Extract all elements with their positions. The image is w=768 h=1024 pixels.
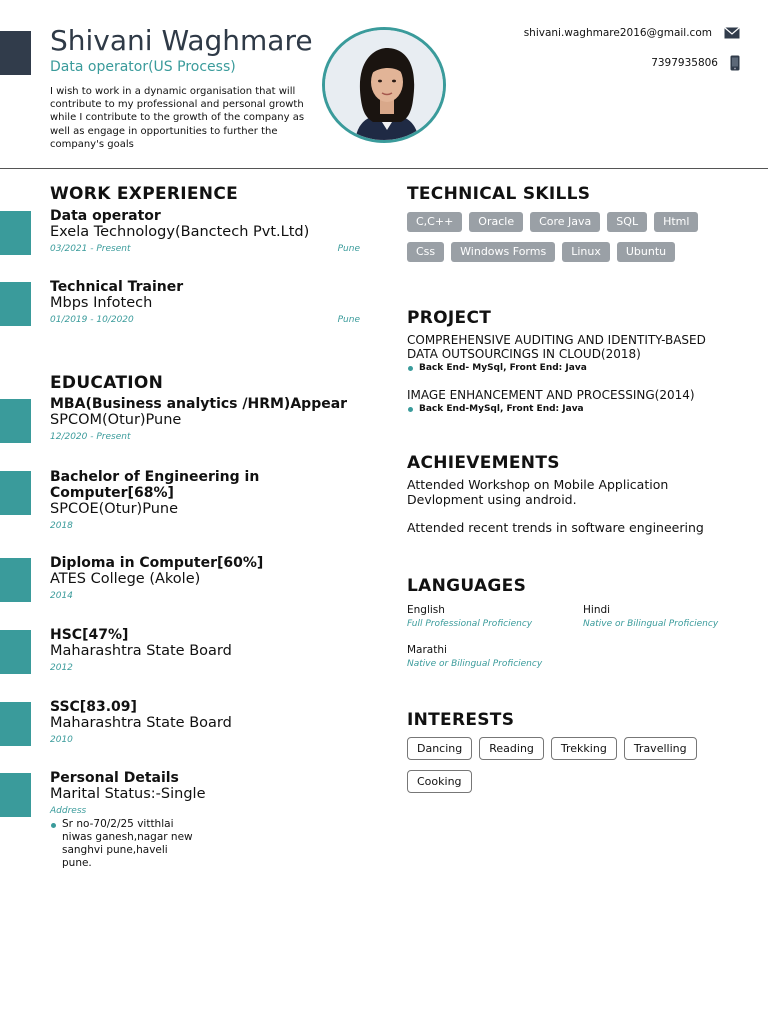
skill-tag: Core Java [530, 212, 600, 232]
skill-tag: C,C++ [407, 212, 462, 232]
education-dates: 2014 [50, 591, 73, 601]
language-item [407, 644, 542, 669]
entry-accent-bar [0, 630, 31, 674]
achievement-item: Attended Workshop on Mobile Application Devlopment using android. [407, 477, 669, 507]
skill-tag: Html [654, 212, 698, 232]
skill-tag: Oracle [469, 212, 523, 232]
education-heading: EDUCATION [50, 373, 164, 393]
entry-accent-bar [0, 471, 31, 515]
candidate-name: Shivani Waghmare [50, 24, 313, 57]
work-location: Pune [337, 244, 360, 254]
interest-tag: Cooking [407, 770, 472, 793]
contact-email[interactable] [524, 27, 740, 39]
languages-heading: LANGUAGES [407, 576, 527, 596]
header-accent-block [0, 31, 31, 75]
skill-tag: Ubuntu [617, 242, 675, 262]
project-heading: PROJECT [407, 308, 492, 328]
project-tech: Back End-MySql, Front End: Java [407, 404, 737, 414]
achievements-heading: ACHIEVEMENTS [407, 453, 560, 473]
education-title: HSC[47%] [50, 627, 129, 643]
education-entry [50, 627, 360, 673]
career-summary: I wish to work in a dynamic organisation that will contribute to my professional and personal growth while I contribute to the growth of the company as well as engage in opportunities to further the company's goals [50, 86, 305, 150]
interest-tag: Travelling [624, 737, 697, 760]
interests-heading: INTERESTS [407, 710, 515, 730]
address-text: Sr no-70/2/25 vitthlai niwas ganesh,nagar new sanghvi pune,haveli pune. [50, 818, 200, 870]
education-entry [50, 699, 360, 745]
skill-tag: SQL [607, 212, 647, 232]
entry-accent-bar [0, 211, 31, 255]
interest-tag: Reading [479, 737, 544, 760]
interest-tag: Dancing [407, 737, 472, 760]
education-entry [50, 469, 280, 531]
contact-phone[interactable] [651, 55, 740, 71]
achievement-item: Attended recent trends in software engineering [407, 520, 704, 535]
skills-list [407, 212, 737, 262]
education-title: MBA(Business analytics /HRM)Appear [50, 396, 348, 412]
language-level: Native or Bilingual Proficiency [583, 619, 719, 629]
work-entry [50, 208, 360, 254]
profile-photo [322, 27, 446, 143]
work-title: Technical Trainer [50, 279, 184, 295]
project-tech: Back End- MySql, Front End: Java [407, 363, 737, 373]
email-text[interactable]: shivani.waghmare2016@gmail.com [523, 27, 712, 39]
project-entry [407, 333, 737, 373]
address-label: Address [50, 806, 87, 816]
job-title: Data operator(US Process) [50, 59, 236, 75]
language-name: Marathi [407, 644, 447, 656]
entry-accent-bar [0, 399, 31, 443]
education-entry [50, 396, 360, 442]
language-level: Full Professional Proficiency [407, 619, 533, 629]
skill-tag: Linux [562, 242, 610, 262]
interest-tag: Trekking [551, 737, 617, 760]
entry-accent-bar [0, 773, 31, 817]
education-dates: 2010 [50, 735, 73, 745]
education-title: SSC[83.09] [50, 699, 137, 715]
language-item [583, 604, 718, 629]
education-entry [50, 555, 360, 601]
work-dates: 01/2019 - 10/2020 [50, 315, 134, 325]
work-dates: 03/2021 - Present [50, 244, 131, 254]
language-name: Hindi [583, 604, 611, 616]
marital-status: Marital Status:-Single [50, 786, 206, 802]
work-experience-heading: WORK EXPERIENCE [50, 184, 239, 204]
education-school: ATES College (Akole) [50, 571, 201, 587]
personal-details [50, 770, 360, 870]
education-dates: 12/2020 - Present [50, 432, 131, 442]
work-company: Mbps Infotech [50, 295, 153, 311]
entry-accent-bar [0, 282, 31, 326]
header-divider [0, 168, 768, 169]
skill-tag: Css [407, 242, 444, 262]
education-school: Maharashtra State Board [50, 643, 232, 659]
education-school: SPCOM(Otur)Pune [50, 412, 182, 428]
work-entry [50, 279, 360, 325]
education-dates: 2018 [50, 521, 73, 531]
envelope-icon [724, 27, 740, 39]
language-item [407, 604, 532, 629]
mobile-phone-icon [730, 55, 740, 71]
education-school: SPCOE(Otur)Pune [50, 501, 179, 517]
phone-text[interactable]: 7397935806 [651, 57, 718, 69]
education-title: Diploma in Computer[60%] [50, 555, 264, 571]
education-title: Bachelor of Engineering in Computer[68%] [50, 469, 260, 501]
technical-skills-heading: TECHNICAL SKILLS [407, 184, 591, 204]
project-title: IMAGE ENHANCEMENT AND PROCESSING(2014) [407, 388, 695, 402]
education-dates: 2012 [50, 663, 73, 673]
interests-list [407, 737, 727, 793]
work-title: Data operator [50, 208, 161, 224]
entry-accent-bar [0, 558, 31, 602]
language-level: Native or Bilingual Proficiency [407, 659, 543, 669]
personal-details-title: Personal Details [50, 770, 179, 786]
language-name: English [407, 604, 445, 616]
entry-accent-bar [0, 702, 31, 746]
project-entry [407, 388, 737, 414]
address-list [50, 818, 360, 870]
work-company: Exela Technology(Banctech Pvt.Ltd) [50, 224, 310, 240]
education-school: Maharashtra State Board [50, 715, 232, 731]
skill-tag: Windows Forms [451, 242, 555, 262]
project-title: COMPREHENSIVE AUDITING AND IDENTITY-BASED DATA OUTSOURCINGS IN CLOUD(2018) [407, 333, 706, 361]
work-location: Pune [337, 315, 360, 325]
